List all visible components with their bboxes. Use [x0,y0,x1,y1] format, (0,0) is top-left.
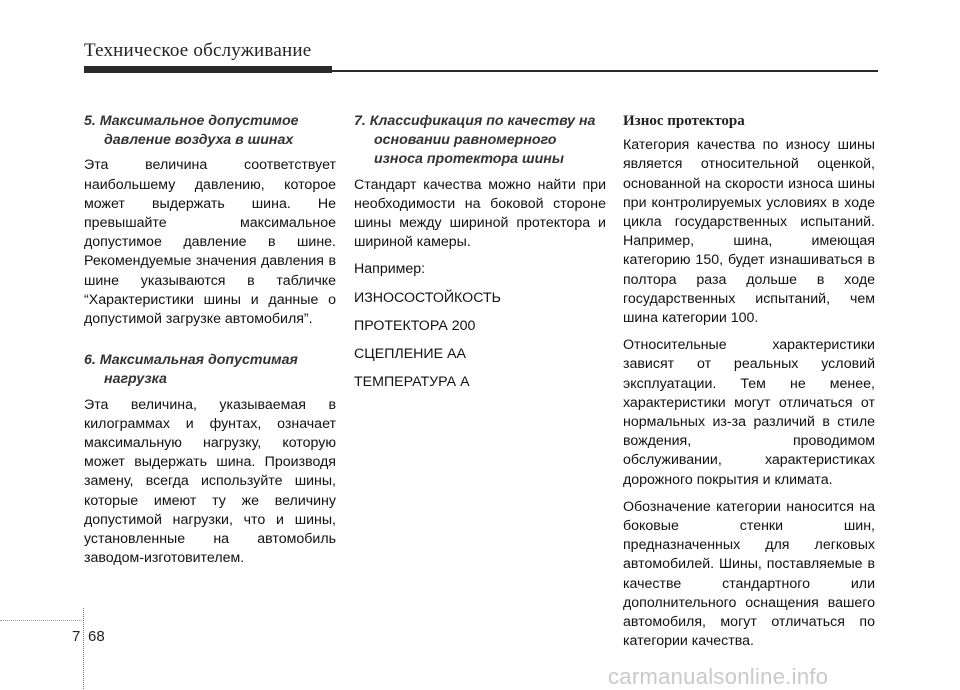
tread-wear-paragraph-1: Категория качества по износу шины является относительной оценкой, основанной на скорости износа шины при контролируемых условиях в ходе цикла государственных испытаний. Например, шина, имеющая категорию 150, будет изнашиваться в полтора раза дольше в ходе государственных испытаний, чем шина категории 100. [623,137,875,327]
header-rule-thin [332,70,878,72]
section-5-title: 5. Максимальное допустимое давление воздуха в шинах [84,113,299,149]
section-6-text: Эта величина, указываемая в килограммах и фунтах, означает максимальную нагрузку, которую может выдержать шина. Производя замену, всегда используйте шины, которые имеют ту же величину допустимой нагрузки, что и шины, установленные на автомобиль заводом-изготовителем. [84,396,336,567]
section-5-text: Эта величина соответствует наибольшему давлению, которое может выдержать шина. Не превышайте максимальное допустимое давление в шине. Рекомендуемые значения давления в шине указываются в табличке “Характеристики шины и данные о допустимой загрузке автомобиля”. [84,157,336,328]
tread-wear-paragraph-3: Обозначение категории наносится на боковые стенки шин, предназначенных для легковых автомобилей. Шины, поставляемые в качестве стандартного или дополнительного оснащения вашего автомобиля, могут отличаться по категории качества. [623,498,875,650]
column-middle [354,112,606,401]
tread-wear-paragraph-2: Относительные характеристики зависят от реальных условий эксплуатации. Тем не менее, характеристики могут отличаться от нормальных из-за различий в стиле вождения, проводимом обслуживании, характеристиках дорожного покрытия и климата. [623,337,875,488]
example-label: Например: [354,261,426,278]
section-6-title: 6. Максимальная допустимая нагрузка [84,352,298,388]
footer-guide-horizontal [0,620,84,621]
column-left [84,112,336,576]
watermark: carmanualsonline.info [608,664,829,689]
page-number [72,628,105,645]
page-number-value: 68 [88,628,105,645]
column-right [623,112,875,659]
example-line: СЦЕПЛЕНИЕ АА [354,346,466,363]
footer-guide-vertical [83,608,84,689]
header-rule-thick [84,66,332,73]
example-line: ИЗНОСОСТОЙКОСТЬ [354,289,501,306]
section-7-title: 7. Классификация по качеству на основании равномерного износа протектора шины [354,113,596,168]
section-7-text: Стандарт качества можно найти при необходимости на боковой стороне шины между шириной протектора и шириной камеры. [354,176,606,251]
example-line: ПРОТЕКТОРА 200 [354,317,476,334]
tread-wear-heading: Износ протектора [623,113,745,129]
chapter-number: 7 [72,628,81,645]
example-line: ТЕМПЕРАТУРА А [354,374,470,391]
page-header-title: Техническое обслуживание [84,40,312,61]
